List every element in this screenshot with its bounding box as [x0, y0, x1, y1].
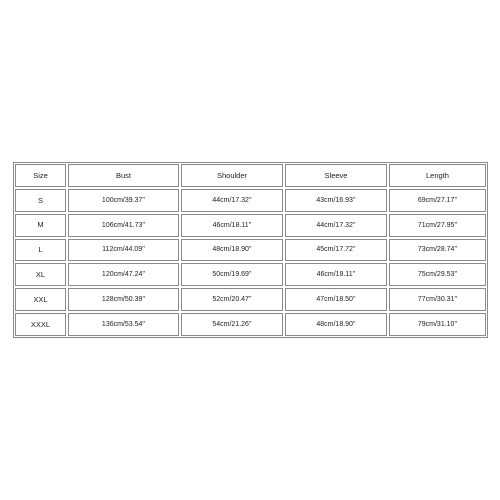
table-cell-size: XXXL: [15, 313, 66, 336]
table-cell-length: 71cm/27.95'': [389, 214, 486, 237]
table-cell-sleeve: 47cm/18.50'': [285, 288, 387, 311]
header-sleeve: Sleeve: [285, 164, 387, 187]
header-size: Size: [15, 164, 66, 187]
table-cell-shoulder: 54cm/21.26'': [181, 313, 283, 336]
table-cell-bust: 128cm/50.39'': [68, 288, 179, 311]
table-cell-length: 75cm/29.53'': [389, 263, 486, 286]
table-cell-sleeve: 44cm/17.32'': [285, 214, 387, 237]
table-cell-length: 69cm/27.17'': [389, 189, 486, 212]
table-cell-sleeve: 45cm/17.72'': [285, 239, 387, 262]
header-shoulder: Shoulder: [181, 164, 283, 187]
table-cell-sleeve: 43cm/16.93'': [285, 189, 387, 212]
table-cell-bust: 120cm/47.24'': [68, 263, 179, 286]
table-cell-shoulder: 46cm/18.11'': [181, 214, 283, 237]
table-cell-size: M: [15, 214, 66, 237]
table-cell-bust: 136cm/53.54'': [68, 313, 179, 336]
table-cell-length: 77cm/30.31'': [389, 288, 486, 311]
table-cell-length: 73cm/28.74'': [389, 239, 486, 262]
table-cell-size: XXL: [15, 288, 66, 311]
table-cell-bust: 112cm/44.09'': [68, 239, 179, 262]
header-length: Length: [389, 164, 486, 187]
table-cell-shoulder: 48cm/18.90'': [181, 239, 283, 262]
table-cell-size: XL: [15, 263, 66, 286]
table-cell-length: 79cm/31.10'': [389, 313, 486, 336]
table-cell-shoulder: 50cm/19.69'': [181, 263, 283, 286]
size-chart-table: [13, 162, 488, 338]
table-cell-size: L: [15, 239, 66, 262]
table-cell-sleeve: 46cm/18.11'': [285, 263, 387, 286]
table-cell-sleeve: 48cm/18.90'': [285, 313, 387, 336]
table-cell-shoulder: 44cm/17.32'': [181, 189, 283, 212]
table-cell-bust: 100cm/39.37'': [68, 189, 179, 212]
table-cell-bust: 106cm/41.73'': [68, 214, 179, 237]
table-cell-size: S: [15, 189, 66, 212]
table-cell-shoulder: 52cm/20.47'': [181, 288, 283, 311]
header-bust: Bust: [68, 164, 179, 187]
